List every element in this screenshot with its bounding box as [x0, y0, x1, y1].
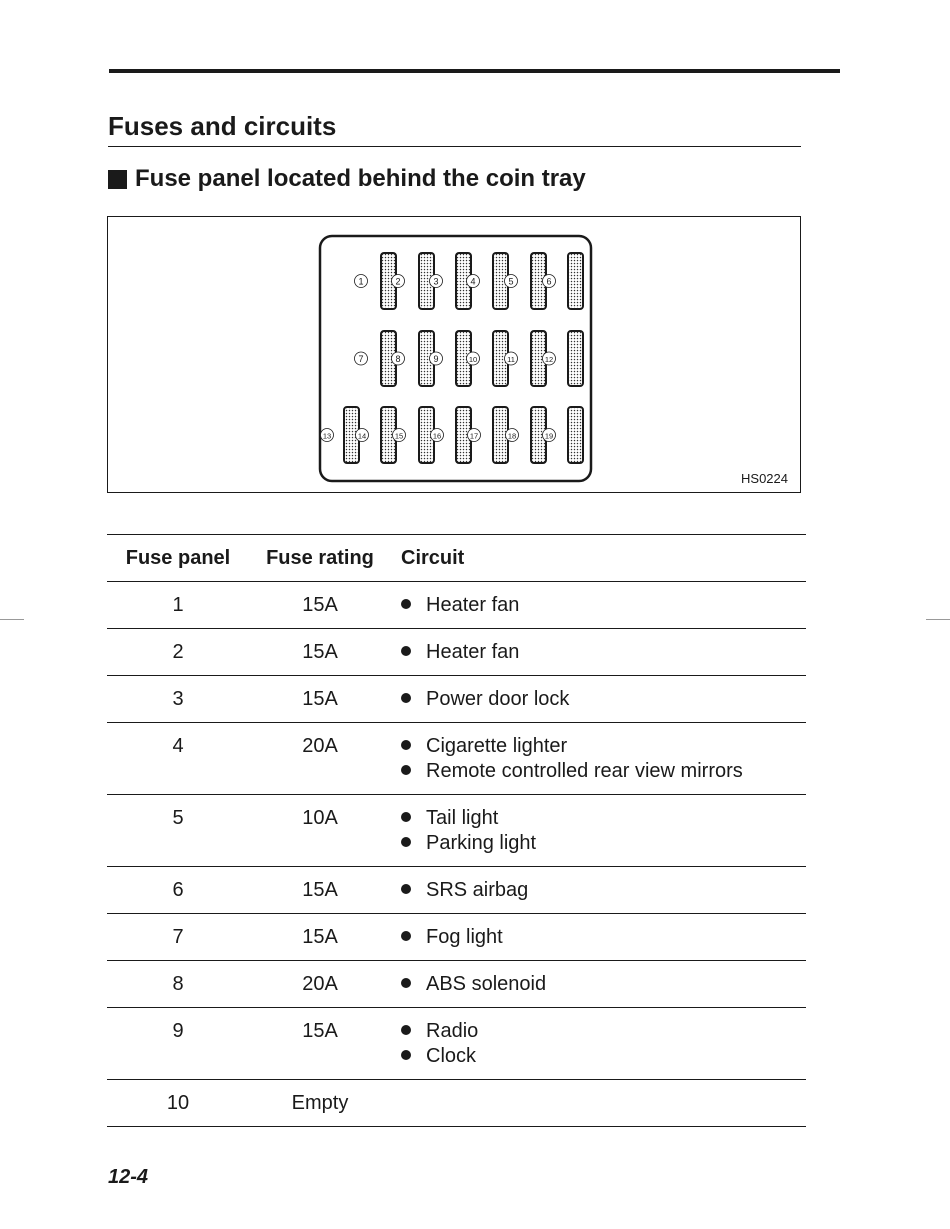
bullet-icon — [401, 765, 411, 775]
fuse-rating: 15A — [249, 1008, 391, 1080]
circuit-text: Parking light — [426, 832, 537, 854]
fuse-rating: 15A — [249, 582, 391, 629]
table-row — [107, 629, 806, 676]
square-bullet-icon — [108, 170, 127, 189]
fuse-number-label: 10 — [468, 355, 478, 364]
subtitle-text: Fuse panel located behind the coin tray — [135, 165, 586, 192]
fuse-rating: 15A — [249, 629, 391, 676]
fuse-panel-number: 7 — [107, 914, 249, 961]
table-row — [107, 582, 806, 629]
fuse-number-label: 17 — [469, 431, 479, 441]
bullet-icon — [401, 978, 411, 988]
bullet-icon — [401, 646, 411, 656]
fuse-number-label: 18 — [507, 431, 517, 441]
fuse-rating: 20A — [249, 961, 391, 1008]
bullet-icon — [401, 884, 411, 894]
circuit-cell — [391, 795, 806, 867]
fuse-number-label: 5 — [508, 276, 514, 287]
fuse-slot — [568, 253, 583, 309]
bullet-icon — [401, 740, 411, 750]
circuit-cell — [391, 914, 806, 961]
circuit-text: Heater fan — [426, 594, 520, 616]
fuse-rating: Empty — [249, 1080, 391, 1127]
fuse-panel-number: 4 — [107, 723, 249, 795]
circuit-cell — [391, 961, 806, 1008]
circuit-item — [401, 640, 806, 665]
circuit-item — [401, 1044, 806, 1069]
fuse-number-label: 15 — [394, 431, 404, 441]
fuse-number-label: 16 — [432, 431, 442, 441]
table-row — [107, 1008, 806, 1080]
fuse-panel-number: 10 — [107, 1080, 249, 1127]
circuit-item — [401, 925, 806, 950]
circuit-cell — [391, 867, 806, 914]
table-row — [107, 961, 806, 1008]
fuse-panel-number: 9 — [107, 1008, 249, 1080]
circuit-text: SRS airbag — [426, 879, 529, 901]
circuit-text: Heater fan — [426, 641, 520, 663]
header-fuse-panel: Fuse panel — [107, 535, 249, 582]
circuit-text: Remote controlled rear view mirrors — [426, 760, 743, 782]
circuit-item — [401, 1019, 806, 1044]
circuit-text: Radio — [426, 1020, 479, 1042]
left-margin-tick — [0, 619, 24, 620]
bullet-icon — [401, 837, 411, 847]
right-margin-tick — [926, 619, 950, 620]
fuse-panel-number: 3 — [107, 676, 249, 723]
circuit-cell — [391, 723, 806, 795]
title-rule — [108, 146, 801, 147]
fuse-rating: 15A — [249, 867, 391, 914]
fuse-number-label: 6 — [546, 276, 552, 287]
fuse-table — [107, 534, 806, 1127]
circuit-item — [401, 831, 806, 856]
fuse-rating: 15A — [249, 914, 391, 961]
fuse-rating: 15A — [249, 676, 391, 723]
page-title: Fuses and circuits — [108, 111, 337, 141]
circuit-item — [401, 759, 806, 784]
fuse-number-label: 7 — [358, 354, 364, 364]
fuse-rating: 20A — [249, 723, 391, 795]
table-row — [107, 723, 806, 795]
table-row — [107, 867, 806, 914]
fuse-number-label: 11 — [507, 355, 515, 364]
fuse-number-label: 12 — [544, 355, 554, 364]
fuse-rating: 10A — [249, 795, 391, 867]
table-row — [107, 914, 806, 961]
circuit-text: ABS solenoid — [426, 973, 547, 995]
fuse-number-label: 4 — [470, 276, 476, 287]
fuse-number-label: 14 — [357, 431, 367, 441]
fuse-number-label: 1 — [358, 276, 364, 287]
fuse-number-label: 13 — [322, 431, 332, 441]
circuit-item — [401, 593, 806, 618]
page-number: 12-4 — [108, 1166, 149, 1188]
circuit-text: Clock — [426, 1045, 477, 1067]
circuit-item — [401, 972, 806, 997]
bullet-icon — [401, 931, 411, 941]
circuit-text: Tail light — [426, 807, 499, 829]
table-row — [107, 676, 806, 723]
bullet-icon — [401, 693, 411, 703]
table-header-row — [107, 535, 806, 582]
fuse-slot — [568, 407, 583, 463]
circuit-cell — [391, 676, 806, 723]
circuit-cell — [391, 1008, 806, 1080]
figure-id-label: HS0224 — [741, 471, 788, 486]
header-circuit: Circuit — [391, 535, 806, 582]
fuse-panel-diagram — [108, 217, 800, 492]
fuse-number-label: 9 — [433, 354, 439, 364]
circuit-text: Cigarette lighter — [426, 735, 568, 757]
circuit-cell — [391, 582, 806, 629]
section-subtitle — [108, 163, 586, 195]
bullet-icon — [401, 599, 411, 609]
fuse-panel-figure — [107, 216, 801, 493]
circuit-item — [401, 806, 806, 831]
circuit-item — [401, 734, 806, 759]
header-fuse-rating: Fuse rating — [249, 535, 391, 582]
fuse-number-label: 8 — [395, 354, 401, 364]
circuit-cell — [391, 629, 806, 676]
bullet-icon — [401, 1050, 411, 1060]
fuse-number-label: 2 — [395, 276, 401, 287]
fuse-panel-number: 8 — [107, 961, 249, 1008]
fuse-number-label: 3 — [433, 276, 439, 287]
fuse-slot — [568, 331, 583, 386]
circuit-cell — [391, 1080, 806, 1127]
circuit-text: Power door lock — [426, 688, 570, 710]
fuse-panel-number: 6 — [107, 867, 249, 914]
table-row — [107, 795, 806, 867]
fuse-number-label: 19 — [544, 431, 554, 441]
bullet-icon — [401, 1025, 411, 1035]
top-rule — [109, 69, 840, 73]
circuit-item — [401, 687, 806, 712]
bullet-icon — [401, 812, 411, 822]
circuit-item — [401, 878, 806, 903]
circuit-text: Fog light — [426, 926, 503, 948]
table-row — [107, 1080, 806, 1127]
fuse-panel-number: 5 — [107, 795, 249, 867]
fuse-panel-number: 1 — [107, 582, 249, 629]
fuse-panel-number: 2 — [107, 629, 249, 676]
